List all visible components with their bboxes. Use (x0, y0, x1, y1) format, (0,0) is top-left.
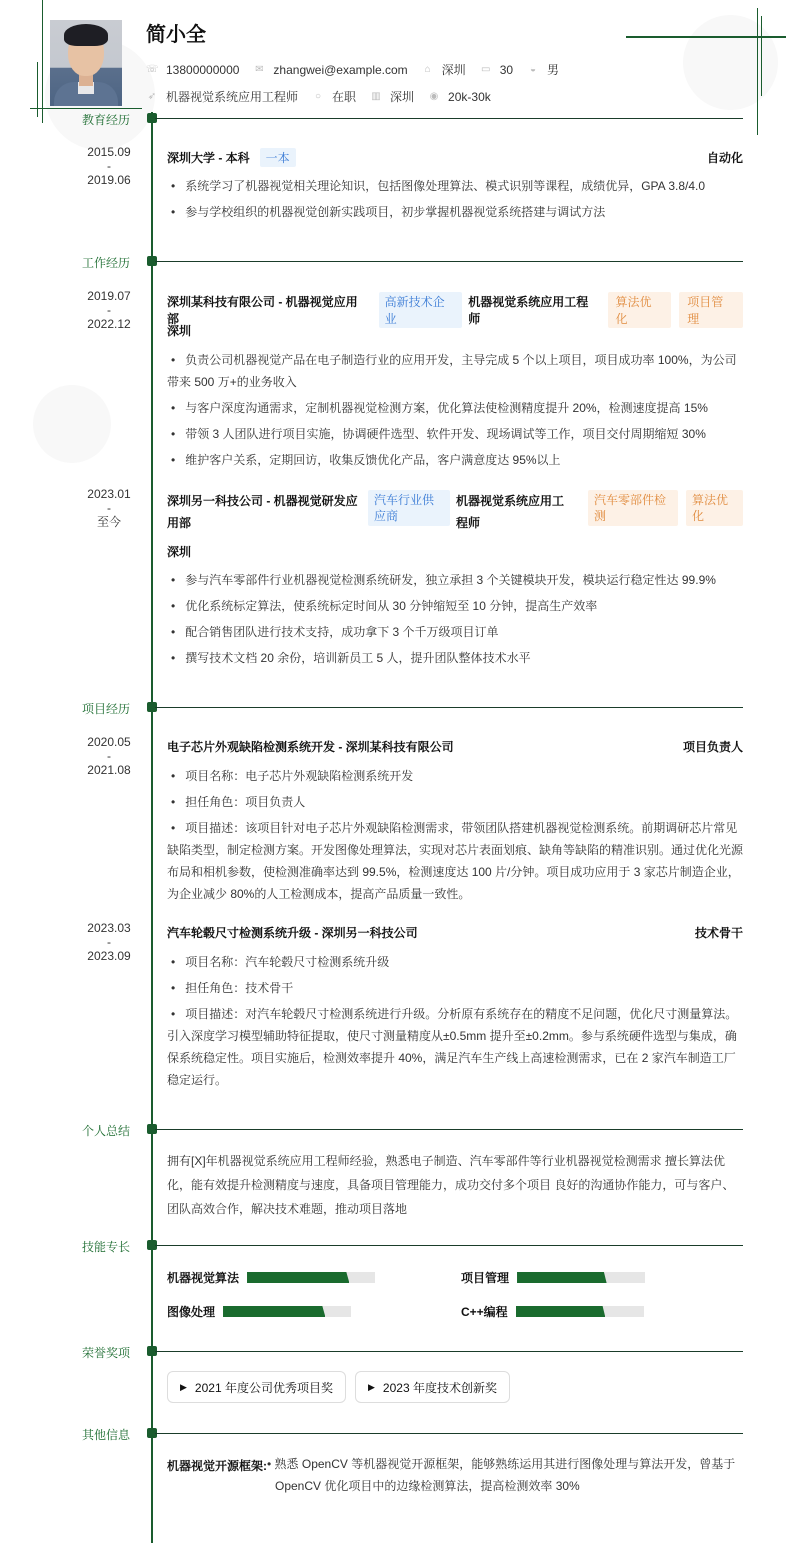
section-divider (155, 118, 743, 119)
phone-icon: ☏ (146, 64, 159, 75)
section-title-summary: 个人总结 (81, 1124, 130, 1138)
list-item: • 项目描述：对汽车轮毂尺寸检测系统进行升级。分析原有系统存在的精度不足问题，优化尺寸测量算法。引入深度学习模型辅助特征提取，使尺寸测量精度从±0.5mm 提升至±0.2mm。参与系统硬件选型与集成，确保系统稳定性。项目实施后，检测效率提升 40%，满足汽车生产线上高速检测需求，已在 2 家汽车制造工厂稳定运行。 (167, 1003, 743, 1091)
work-city: 深圳 (167, 545, 192, 559)
skill-item (461, 1303, 644, 1320)
work-date: 2019.07 - 2022.12 (87, 289, 131, 331)
award-chip[interactable] (355, 1371, 510, 1403)
intention-row (146, 88, 505, 105)
work-header (167, 490, 743, 534)
list-item: • 撰写技术文档 20 余份，培训新员工 5 人，提升团队整体技术水平 (167, 647, 743, 669)
company-tag: 高新技术企业 (379, 292, 463, 328)
age-icon: ▭ (480, 64, 491, 75)
section-divider (155, 707, 743, 708)
skill-item (167, 1303, 351, 1320)
skill-bar (247, 1272, 375, 1283)
play-triangle-icon: ▶ (368, 1381, 375, 1392)
skill-bar (223, 1306, 351, 1317)
other-text: • 熟悉 OpenCV 等机器视觉开源框架，能够熟练运用其进行图像处理与算法开发，曾基于 OpenCV 优化项目中的边缘检测算法，提高检测效率 30% (267, 1457, 736, 1493)
project-role: 项目负责人 (682, 740, 743, 754)
send-icon: ➶ (147, 91, 157, 102)
list-item: • 担任角色：技术骨干 (167, 977, 743, 999)
phone: 13800000000 (166, 62, 240, 77)
target-position: 机器视觉系统应用工程师 (166, 90, 299, 104)
gender: 男 (547, 63, 560, 77)
section-divider (155, 261, 743, 262)
decor-line (757, 8, 758, 135)
location: 深圳 (441, 63, 466, 77)
project-date: 2023.03 - 2023.09 (87, 921, 131, 963)
play-triangle-icon: ▶ (180, 1381, 187, 1392)
job-role: 机器视觉系统应用工程师 (468, 295, 589, 326)
decor-circle-right-top (683, 15, 778, 110)
skill-bar (517, 1272, 645, 1283)
list-item: • 与客户深度沟通需求，定制机器视觉检测方案，优化算法使检测精度提升 20%，检测速度提高 15% (167, 397, 743, 419)
candidate-name: 简小全 (146, 24, 206, 46)
home-icon: ⌂ (424, 64, 431, 75)
work-bullets (167, 349, 743, 475)
project-bullets (167, 765, 743, 909)
list-item: • 维护客户关系，定期回访，收集反馈优化产品，客户满意度达 95%以上 (167, 449, 743, 471)
skill-tag: 项目管理 (679, 292, 743, 328)
avatar-photo (50, 20, 122, 106)
gender-icon: ◒ (530, 64, 537, 75)
section-title-skills: 技能专长 (81, 1240, 130, 1254)
job-status: 在职 (332, 90, 357, 104)
decor-line (30, 108, 142, 109)
list-item: • 参与汽车零部件行业机器视觉检测系统研发，独立承担 3 个关键模块开发，模块运行稳定性达 99.9% (167, 569, 743, 591)
work-bullets (167, 569, 743, 673)
list-item: • 系统学习了机器视觉相关理论知识，包括图像处理算法、模式识别等课程，成绩优异，GPA 3.8/4.0 (167, 175, 743, 197)
section-title-other: 其他信息 (81, 1428, 130, 1442)
project-date: 2020.05 - 2021.08 (87, 735, 131, 777)
salary: 20k-30k (448, 89, 491, 104)
section-title-education: 教育经历 (81, 113, 130, 127)
project-header (167, 738, 743, 755)
job-role: 机器视觉系统应用工程师 (456, 494, 565, 530)
contact-row (146, 61, 573, 78)
list-item: • 优化系统标定算法，使系统标定时间从 30 分钟缩短至 10 分钟，提高生产效率 (167, 595, 743, 617)
section-divider (155, 1433, 743, 1434)
list-item: • 带领 3 人团队进行项目实施，协调硬件选型、软件开发、现场调试等工作，项目交付周期缩短 30% (167, 423, 743, 445)
award-chip[interactable] (167, 1371, 346, 1403)
decor-line (761, 16, 762, 96)
project-role: 技术骨干 (694, 926, 743, 940)
email: zhangwei@example.com (273, 62, 408, 77)
list-item: • 项目描述：该项目针对电子芯片外观缺陷检测需求，带领团队搭建机器视觉检测系统。前期调研芯片常见缺陷类型，制定检测方案。开发图像处理算法，实现对芯片表面划痕、缺角等缺陷的精准识别。通过优化光源布局和相机参数，使检测准确率达到 99.5%，检测速度达 100 片/分钟。项目成功应用于 3 家芯片制造企业，为企业减少 80%的人工检测成本，提高产品质量一致性。 (167, 817, 743, 905)
list-item: • 参与学校组织的机器视觉创新实践项目，初步掌握机器视觉系统搭建与调试方法 (167, 201, 743, 223)
timeline-line (151, 112, 153, 1543)
status-icon: ○ (314, 91, 322, 102)
award-label: 2021 年度公司优秀项目奖 (194, 1380, 333, 1395)
salary-icon: ◉ (429, 91, 439, 102)
building-icon: ▥ (371, 91, 381, 102)
project-bullets (167, 951, 743, 1095)
company-name: 深圳某科技有限公司 - 机器视觉应用部 (167, 295, 358, 326)
other-label: 机器视觉开源框架: (167, 1459, 267, 1473)
edu-header (167, 148, 743, 167)
list-item: • 项目名称：电子芯片外观缺陷检测系统开发 (167, 765, 743, 787)
school-tag: 一本 (260, 148, 296, 167)
section-title-awards: 荣誉奖项 (81, 1346, 130, 1360)
skill-tag: 算法优化 (608, 292, 672, 328)
list-item: • 配合销售团队进行技术支持，成功拿下 3 个千万级项目订单 (167, 621, 743, 643)
skill-name: 项目管理 (461, 1271, 510, 1285)
skill-tag: 汽车零部件检测 (588, 490, 678, 526)
project-header (167, 924, 743, 941)
work-date: 2023.01 - 至今 (87, 487, 131, 529)
major: 自动化 (706, 151, 743, 165)
skill-bar (516, 1306, 644, 1317)
target-city: 深圳 (390, 90, 415, 104)
skill-item (461, 1269, 645, 1286)
project-title: 汽车轮毂尺寸检测系统升级 - 深圳另一科技公司 (167, 926, 418, 940)
skill-item (167, 1269, 375, 1286)
skill-name: C++编程 (461, 1305, 508, 1319)
award-label: 2023 年度技术创新奖 (382, 1380, 497, 1395)
skill-name: 图像处理 (167, 1305, 216, 1319)
skill-name: 机器视觉算法 (167, 1271, 240, 1285)
edu-date: 2015.09 - 2019.06 (87, 145, 131, 187)
list-item: • 项目名称：汽车轮毂尺寸检测系统升级 (167, 951, 743, 973)
list-item: • 负责公司机器视觉产品在电子制造行业的应用开发，主导完成 5 个以上项目，项目成功率 100%，为公司带来 500 万+的业务收入 (167, 349, 743, 393)
work-header (167, 292, 743, 328)
edu-bullets (167, 175, 743, 227)
school-name: 深圳大学 - 本科 (167, 151, 250, 165)
section-title-projects: 项目经历 (81, 702, 130, 716)
section-divider (155, 1351, 743, 1352)
work-city: 深圳 (167, 324, 192, 338)
section-divider (155, 1129, 743, 1130)
project-title: 电子芯片外观缺陷检测系统开发 - 深圳某科技有限公司 (167, 740, 454, 754)
summary-text: 拥有[X]年机器视觉系统应用工程师经验，熟悉电子制造、汽车零部件等行业机器视觉检测需求 擅长算法优化，能有效提升检测精度与速度，具备项目管理能力，成功交付多个项目 良好的沟通协作能力，可与客户、团队高效合作，解决技术难题，推动项目落地 (167, 1154, 735, 1216)
section-divider (155, 1245, 743, 1246)
age: 30 (499, 62, 514, 77)
section-title-work: 工作经历 (81, 256, 130, 270)
decor-line (626, 36, 786, 38)
decor-line (42, 0, 43, 123)
decor-circle-left-mid (33, 385, 111, 463)
company-name: 深圳另一科技公司 - 机器视觉研发应用部 (167, 494, 358, 530)
skill-tag: 算法优化 (686, 490, 743, 526)
mail-icon: ✉ (255, 64, 264, 75)
company-tag: 汽车行业供应商 (368, 490, 450, 526)
list-item: • 担任角色：项目负责人 (167, 791, 743, 813)
